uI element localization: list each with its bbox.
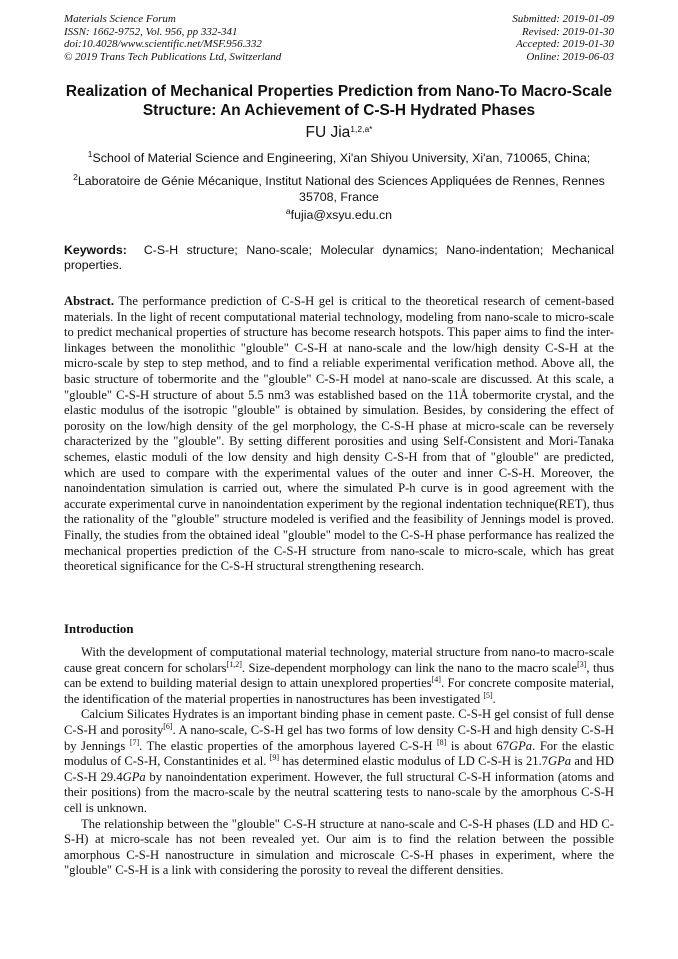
p2-text-c: . The elastic properties of the amorphous layered C-S-H <box>139 738 438 753</box>
abstract-label: Abstract. <box>64 294 115 308</box>
p2-text-f: has determined elastic modulus of LD C-S-H is 21.7 <box>279 754 548 769</box>
p1-text-a: With the development of computational material technology, material structure from nano-to macro-scale cause great concern for scholars <box>64 645 614 675</box>
p2-text-b: . A nano-scale, C-S-H gel has two forms of low density C-S-H and high density C-S-H by Jennings <box>64 722 614 753</box>
p1-text-b: . Size-dependent morphology can link the nano to the macro scale <box>241 660 578 675</box>
affiliation-1-sup: 1 <box>87 149 93 159</box>
p2-text-e: . For the elastic modulus of C-S-H, Constantinides et al. <box>64 738 614 769</box>
history-dates <box>512 13 614 63</box>
p2-text-h: by nanoindentation experiment. However, the full structural C-S-H information (atoms and their positions) from the macro-scale by the neutral scattering tests to nano-scale by the amorphous C-S-H cell is unknown. <box>64 769 615 815</box>
author-sup: 1,2,a* <box>350 124 373 134</box>
abstract-text: The performance prediction of C-S-H gel is critical to the theoretical research of cement-based materials. In the light of recent computational material technology, modeling from nano-scale to micro-scale to predict mechanical properties of structure has become research hotspots. This paper aims to find the inter-linkages between the monolithic "glouble" C-S-H at nano-scale and the low/high density C-S-H at the micro-scale by step to step method, and to find a reliable experimental verification method. Above all, the basic structure of tobermorite and the "glouble" C-S-H model at nano-scale are discussed. At this scale, a "glouble" C-S-H structure of about 5.5 nm3 was established based on the 11Å tobermorite crystal, and the elastic modulus of the isotropic "glouble" is obtained by simulation. Besides, by considering the effect of porosity on the low/high density of the gel morphology, the C-S-H phase at micro-scale can be reversely characterized by the "glouble". By setting different porosities and using Self-Consistent and Mori-Tanaka schemes, elastic moduli of the low density and high density C-S-H from that of "glouble" are predicted, which are used to compare with the experimental values of the outer and inner C-S-H. Moreover, the nanoindentation simulation is carried out, where the simulated P-h curve is in good agreement with the accurate experimental curve in nanoindentation experiment by the regional indentation technique(RET), thus the rationality of the "glouble" structure modeled is verified and the feasibility of Jennings model is proved. Finally, the studies from the obtained ideal "glouble" model to the C-S-H phase performance has realized the mechanical properties prediction of the C-S-H structure from nano-scale to micro-scale, which has great theoretical significance for the C-S-H structural strengthening research. <box>64 294 615 574</box>
introduction-heading: Introduction <box>64 622 134 636</box>
unit-gpa: GPa <box>122 769 146 784</box>
author-line <box>64 124 614 142</box>
intro-paragraph-3: The relationship between the "glouble" C-S-H structure at nano-scale and C-S-H phases (LD and HD C-S-H) at micro-scale has not been revealed yet. Our aim is to find the relation between the possible amorphous C-S-H nanostructure in simulation and microscale C-S-H phases in experiment, where the "glouble" C-S-H is a link with considering the porosity to reveal the different densities. <box>64 816 614 878</box>
revised-date: Revised: 2019-01-30 <box>522 25 614 38</box>
intro-paragraph-2 <box>64 707 614 816</box>
citation: [3] <box>577 659 587 669</box>
citation: [5] <box>483 690 493 700</box>
abstract <box>64 294 614 575</box>
accepted-date: Accepted: 2019-01-30 <box>515 38 614 51</box>
submitted-date: Submitted: 2019-01-09 <box>512 13 614 25</box>
citation: [1,2] <box>226 659 242 669</box>
introduction-body <box>64 645 614 879</box>
citation: [6] <box>163 721 173 731</box>
keywords-text: C-S-H structure; Nano-scale; Molecular dynamics; Nano-indentation; Mechanical properties. <box>64 243 614 273</box>
citation: [8] <box>437 737 447 747</box>
affiliation-2 <box>64 174 614 205</box>
paper-title: Realization of Mechanical Properties Prediction from Nano-To Macro-Scale Structure: An Achievement of C-S-H Hydrated Phases <box>65 83 613 119</box>
keywords-label: Keywords: <box>64 243 127 257</box>
author-name: FU Jia <box>305 124 351 141</box>
issn: ISSN: 1662-9752, Vol. 956, pp 332-341 <box>64 25 238 38</box>
p2-text-g: and HD C-S-H 29.4 <box>64 754 614 784</box>
p1-text-e: . <box>492 691 496 706</box>
p2-text-a: Calcium Silicates Hydrates is an important binding phase in cement paste. C-S-H gel consist of full dense C-S-H and porosity <box>64 707 614 737</box>
email-line <box>64 208 614 223</box>
keywords <box>64 243 614 273</box>
journal-name: Materials Science Forum <box>64 13 176 25</box>
copyright: © 2019 Trans Tech Publications Ltd, Switzerland <box>64 50 282 63</box>
citation: [7] <box>129 737 140 747</box>
doi: doi:10.4028/www.scientific.net/MSF.956.332 <box>64 38 262 51</box>
affiliation-2-text: Laboratoire de Génie Mécanique, Institut National des Sciences Appliquées de Rennes, Rennes 35708, France <box>77 174 605 204</box>
email-address: fujia@xsyu.edu.cn <box>290 208 393 222</box>
affiliation-2-sup: 2 <box>73 172 78 182</box>
affiliation-1 <box>64 151 614 167</box>
citation: [9] <box>269 753 280 763</box>
citation: [4] <box>431 675 441 685</box>
journal-info <box>64 13 281 63</box>
intro-paragraph-1 <box>64 645 614 707</box>
unit-gpa: GPa <box>509 738 533 753</box>
p1-text-c: , thus can be extend to building material design to attain unexplored properties <box>64 660 614 691</box>
p2-text-d: is about 67 <box>446 738 510 753</box>
p1-text-d: . For concrete composite material, the identification of the material properties in nanostructures has been investigated <box>64 676 614 706</box>
online-date: Online: 2019-06-03 <box>526 50 614 63</box>
affiliation-1-text: School of Material Science and Engineering, Xi'an Shiyou University, Xi'an, 710065, China; <box>92 151 591 165</box>
unit-gpa: GPa <box>547 754 572 769</box>
email-sup: a <box>285 206 291 216</box>
